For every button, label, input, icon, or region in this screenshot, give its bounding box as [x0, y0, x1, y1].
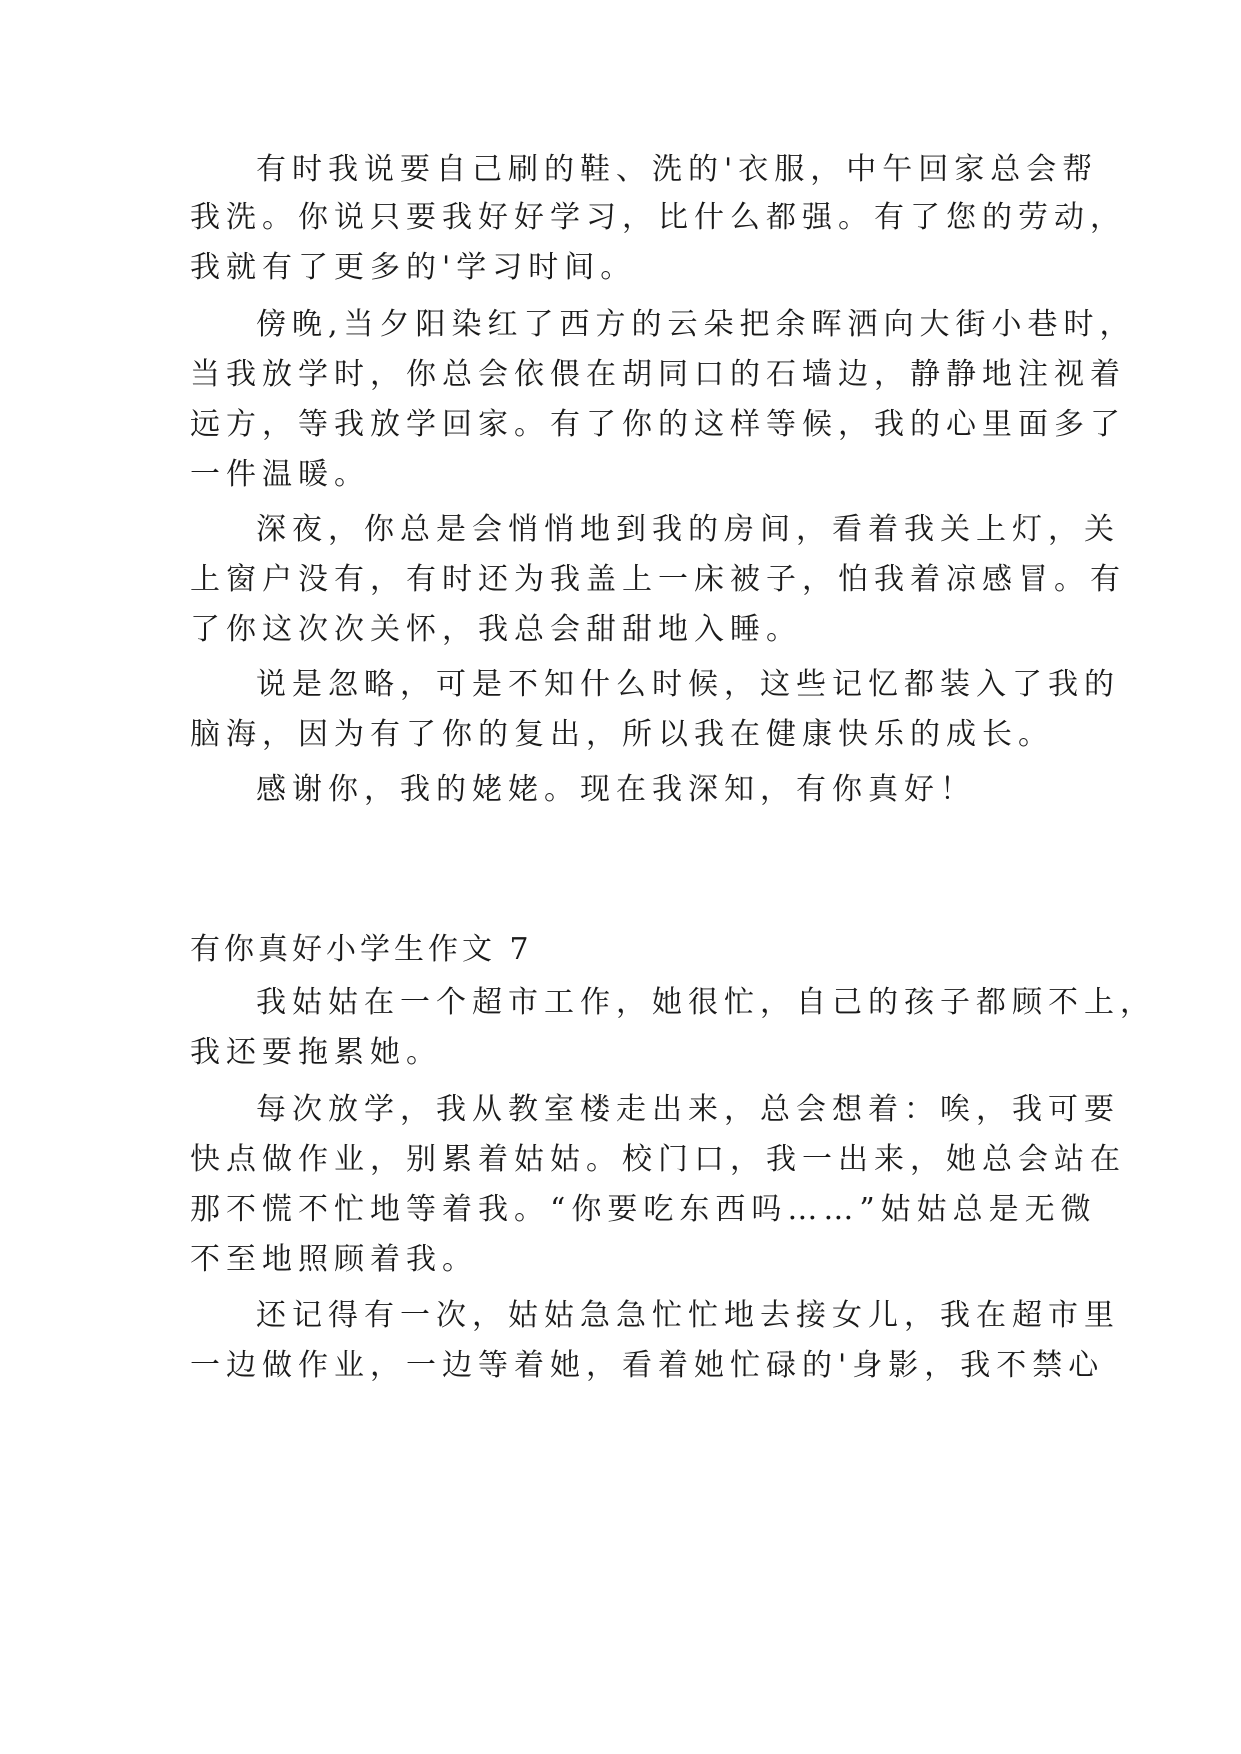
text-line: 有时我说要自己刷的鞋、洗的'衣服，中午回家总会帮	[256, 152, 1099, 187]
text-line: 感谢你，我的姥姥。现在我深知，有你真好！	[256, 772, 976, 807]
text-line: 当我放学时，你总会依偎在胡同口的石墙边，静静地注视着	[190, 357, 1126, 392]
text-line: 快点做作业，别累着姑姑。校门口，我一出来，她总会站在	[190, 1142, 1126, 1177]
text-line: 我洗。你说只要我好好学习，比什么都强。有了您的劳动，	[190, 200, 1126, 235]
text-line: 说是忽略，可是不知什么时候，这些记忆都装入了我的	[256, 667, 1120, 702]
section-heading: 有你真好小学生作文 7	[190, 932, 533, 967]
text-line: 了你这次次关怀，我总会甜甜地入睡。	[190, 612, 802, 647]
text-line: 不至地照顾着我。	[190, 1242, 478, 1277]
text-line: 还记得有一次，姑姑急急忙忙地去接女儿，我在超市里	[256, 1298, 1120, 1333]
text-line: 那不慌不忙地等着我。“你要吃东西吗……”姑姑总是无微	[190, 1192, 1097, 1227]
text-line: 上窗户没有，有时还为我盖上一床被子，怕我着凉感冒。有	[190, 562, 1126, 597]
text-line: 一件温暖。	[190, 457, 370, 492]
text-line: 脑海，因为有了你的复出，所以我在健康快乐的成长。	[190, 717, 1054, 752]
text-line: 一边做作业，一边等着她，看着她忙碌的'身影，我不禁心	[190, 1348, 1105, 1383]
text-line: 每次放学，我从教室楼走出来，总会想着：唉，我可要	[256, 1092, 1120, 1127]
text-line: 傍晚,当夕阳染红了西方的云朵把余晖洒向大街小巷时，	[256, 307, 1136, 342]
text-line: 我还要拖累她。	[190, 1035, 442, 1070]
text-line: 我就有了更多的'学习时间。	[190, 250, 637, 285]
text-line: 远方，等我放学回家。有了你的这样等候，我的心里面多了	[190, 407, 1126, 442]
text-line: 深夜，你总是会悄悄地到我的房间，看着我关上灯，关	[256, 512, 1120, 547]
text-line: 我姑姑在一个超市工作，她很忙，自己的孩子都顾不上，	[256, 985, 1156, 1020]
